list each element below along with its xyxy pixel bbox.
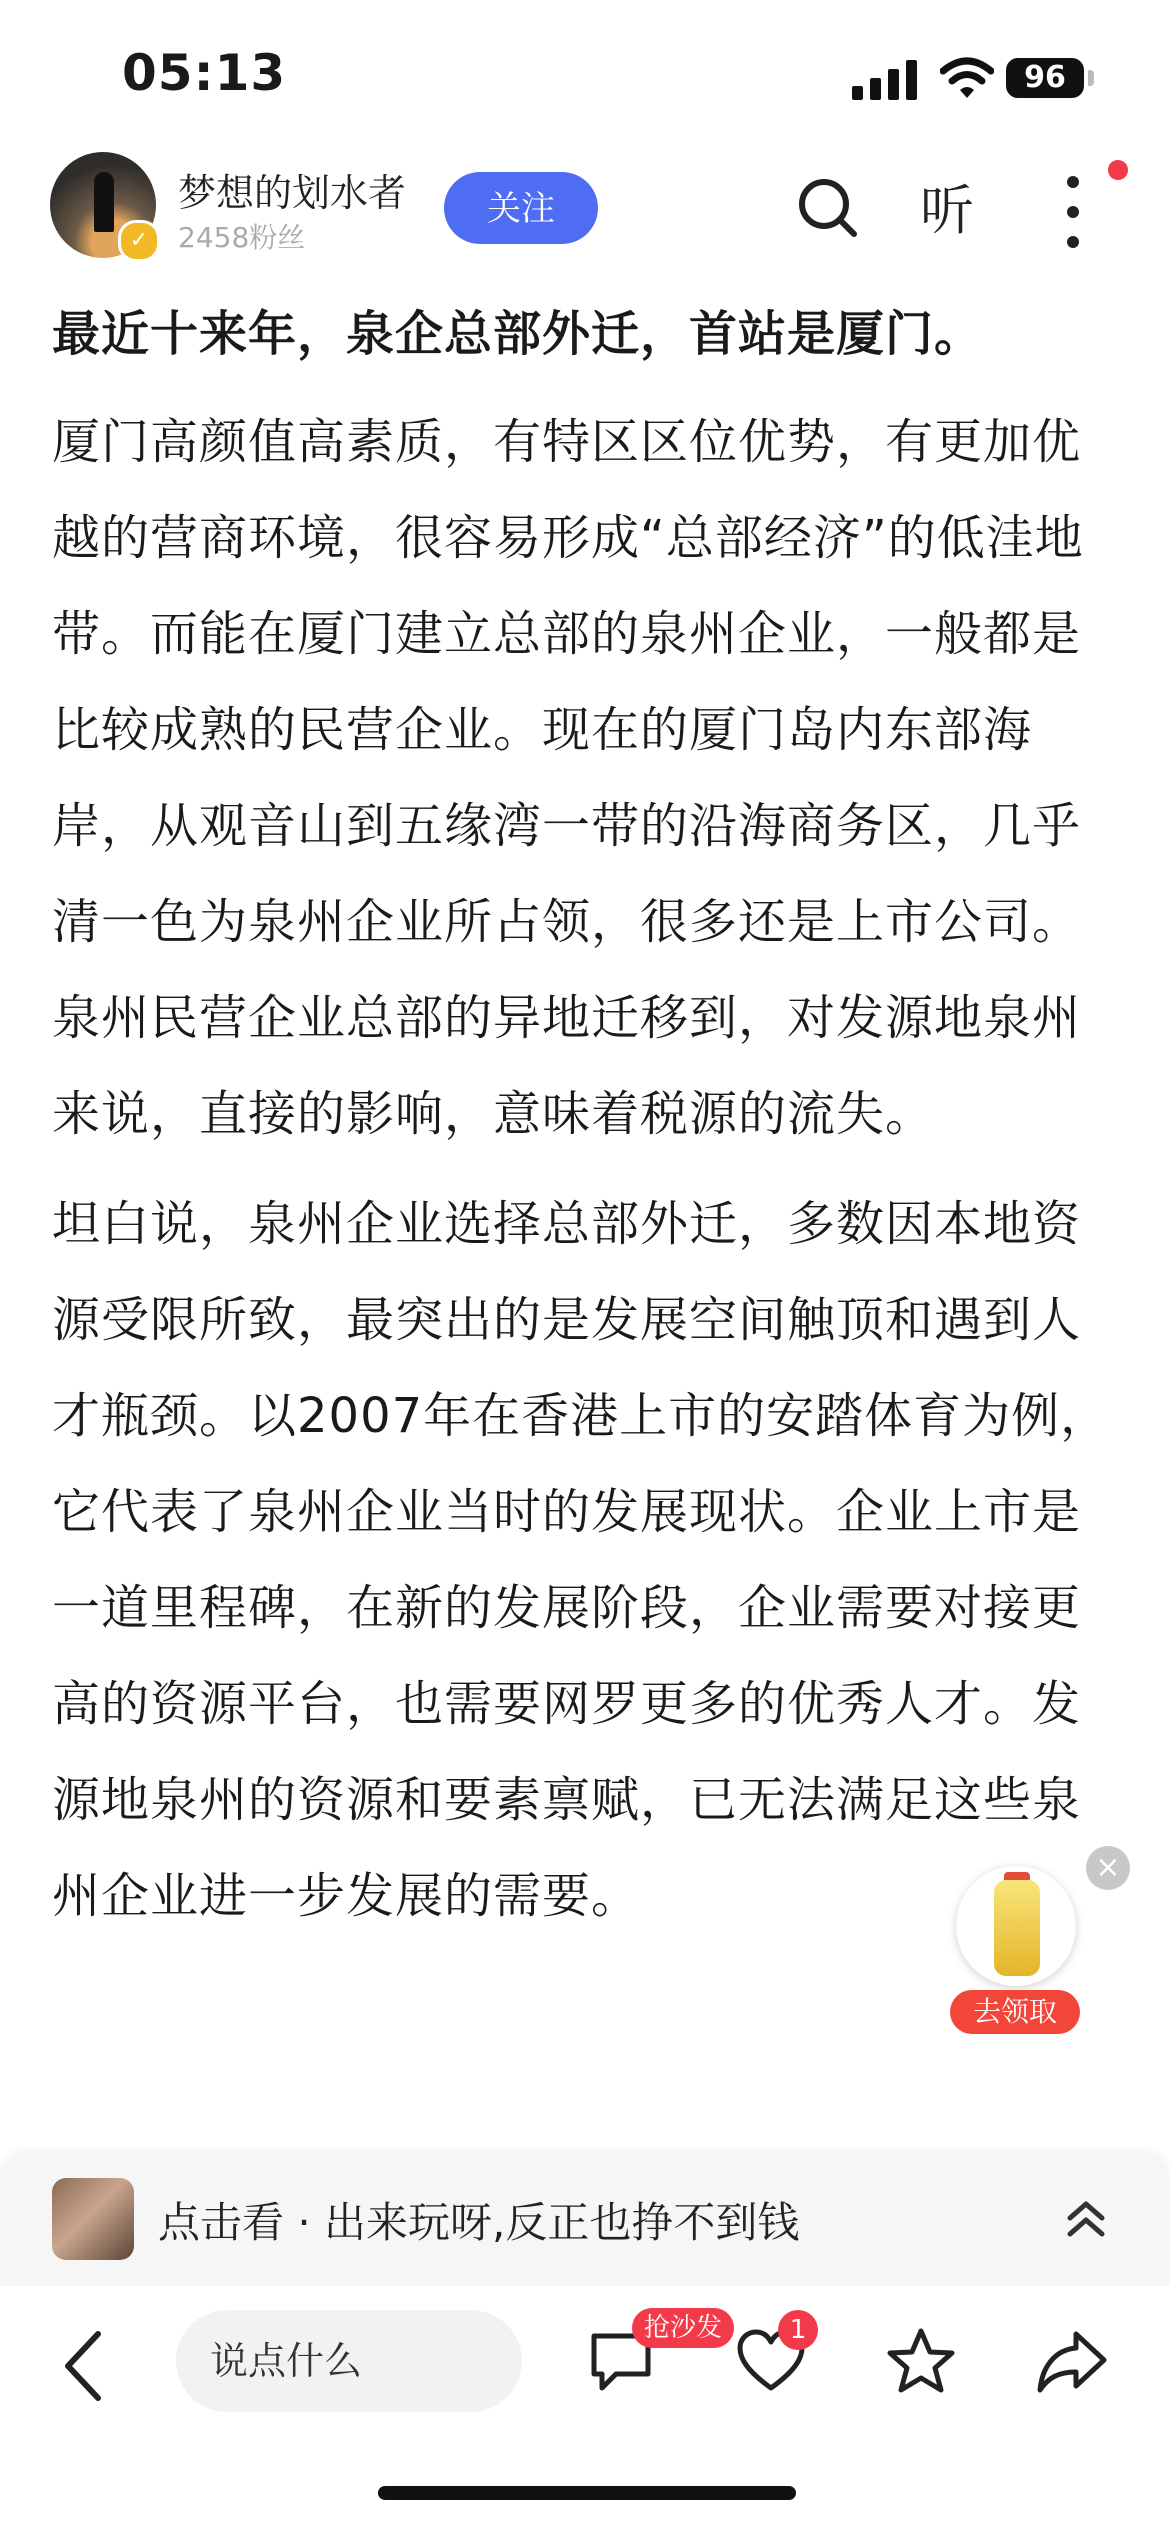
- wifi-icon: [940, 56, 994, 100]
- video-bar[interactable]: [0, 2150, 1170, 2286]
- listen-button[interactable]: 听: [920, 179, 974, 242]
- article-paragraph: 坦白说，泉州企业选择总部外迁，多数因本地资源受限所致，最突出的是发展空间触顶和遇到人才瓶颈。以2007年在香港上市的安踏体育为例，它代表了泉州企业当时的发展现状。企业上市是一道里程碑，在新的发展阶段，企业需要对接更高的资源平台，也需要网罗更多的优秀人才。发源地泉州的资源和要素禀赋，已无法满足这些泉州企业进一步发展的需要。: [52, 1196, 1110, 1924]
- like-count-badge: 1: [778, 2310, 818, 2350]
- home-indicator[interactable]: [378, 2486, 796, 2500]
- video-title[interactable]: 点击看 · 出来玩呀,反正也挣不到钱: [158, 2198, 800, 2247]
- article-paragraph: 厦门高颜值高素质，有特区区位优势，有更加优越的营商环境，很容易形成“总部经济”的低洼地带。而能在厦门建立总部的泉州企业，一般都是比较成熟的民营企业。现在的厦门岛内东部海岸，从观音山到五缘湾一带的沿海商务区，几乎清一色为泉州企业所占领，很多还是上市公司。泉州民营企业总部的异地迁移到，对发源地泉州来说，直接的影响，意味着税源的流失。: [52, 414, 1084, 1142]
- oil-bottle-icon: [994, 1880, 1040, 1976]
- battery-icon: 96: [1006, 58, 1084, 98]
- verified-badge-icon: ✓: [118, 220, 160, 262]
- article-title: 最近十来年，泉企总部外迁，首站是厦门。: [52, 306, 984, 362]
- share-icon[interactable]: [1036, 2328, 1108, 2394]
- fans-count: 2458粉丝: [178, 221, 306, 254]
- battery-tip: [1088, 70, 1094, 86]
- follow-button[interactable]: 关注: [444, 172, 598, 244]
- comment-input[interactable]: 说点什么: [176, 2310, 522, 2412]
- signal-icon: [852, 60, 918, 100]
- more-icon[interactable]: [1060, 172, 1086, 252]
- video-thumbnail: [52, 2178, 134, 2260]
- ad-claim-button[interactable]: 去领取: [950, 1990, 1080, 2034]
- author-header: [0, 150, 1170, 270]
- sofa-badge: 抢沙发: [632, 2308, 734, 2348]
- floating-ad[interactable]: [950, 1866, 1080, 2046]
- star-icon[interactable]: [886, 2326, 956, 2396]
- collapse-icon[interactable]: [1064, 2194, 1108, 2244]
- status-bar: [0, 0, 1170, 150]
- search-icon[interactable]: [796, 176, 860, 240]
- content-fade: [0, 2050, 1170, 2150]
- close-icon[interactable]: ×: [1086, 1846, 1130, 1890]
- article-body: [52, 292, 1122, 1958]
- notification-dot: [1108, 160, 1128, 180]
- author-name[interactable]: 梦想的划水者: [178, 171, 407, 215]
- status-time: 05:13: [122, 44, 287, 102]
- back-icon[interactable]: [58, 2326, 108, 2406]
